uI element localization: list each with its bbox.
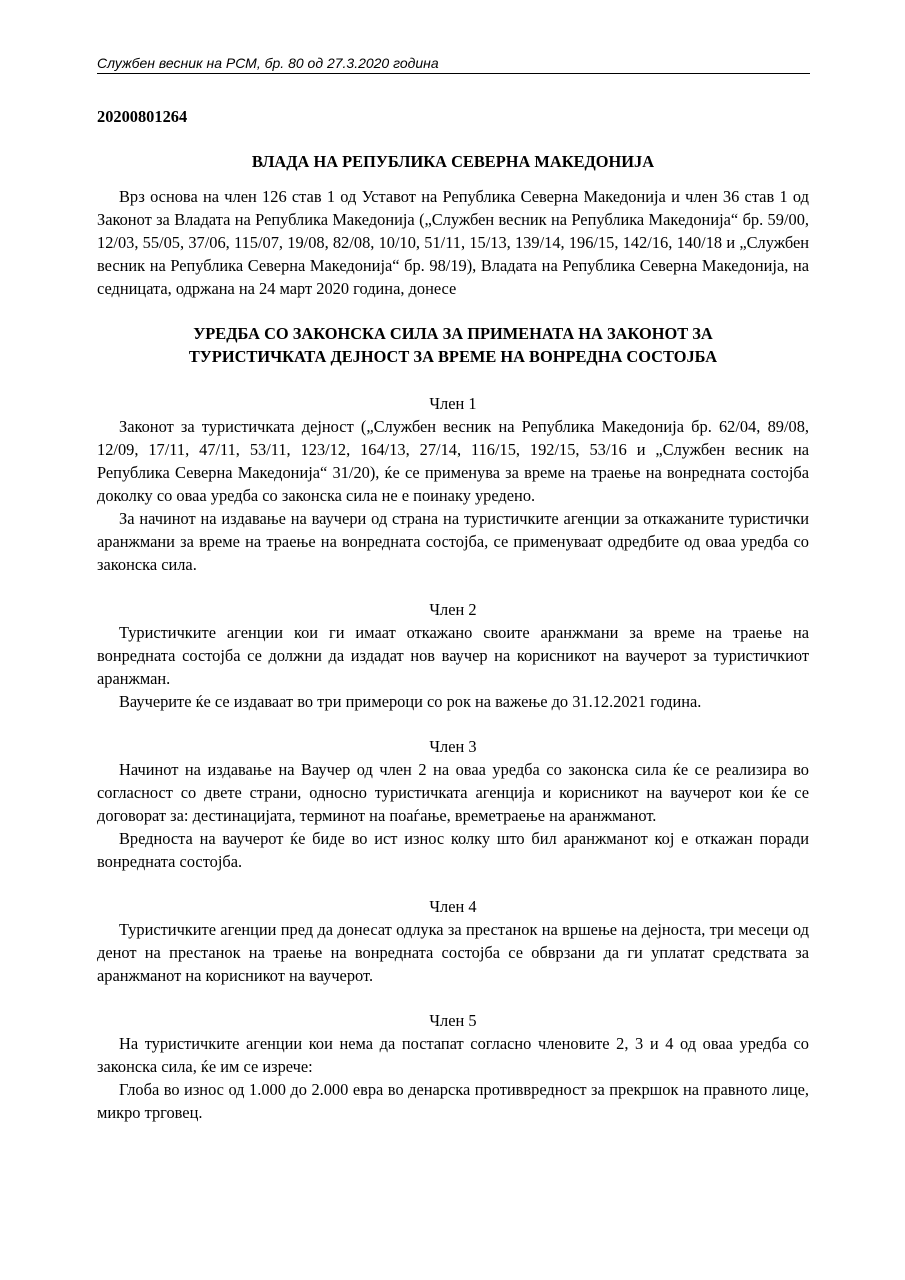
article-heading: Член 2 — [429, 600, 477, 619]
article-heading: Член 4 — [429, 897, 477, 916]
article-paragraph: Законот за туристичката дејност („Службен весник на Република Македонија бр. 62/04, 89/08, 12/09, 17/11, 47/11, 53/11, 123/12, 164/13, 27/14, 116/15, 192/15, 53/16 и „Службен весник на Република Северна Македонија“ 31/20), ќе се применува за време на траење на вонредната состојба доколку со оваа уредба со законска сила не е поинаку уредено. — [97, 417, 809, 505]
article-paragraph: Глоба во износ од 1.000 до 2.000 евра во денарска противвредност за прекршок на правното лице, микро трговец. — [97, 1080, 809, 1122]
article-paragraph: Туристичките агенции кои ги имаат откажано своите аранжмани за време на траење на вонредната состојба се должни да издадат нов ваучер на корисникот на ваучерот за туристичкиот аранжман. — [97, 623, 809, 688]
article-paragraph: Ваучерите ќе се издаваат во три примероци со рок на важење до 31.12.2021 година. — [119, 692, 702, 711]
decree-title: УРЕДБА СО ЗАКОНСКА СИЛА ЗА ПРИМЕНАТА НА ЗАКОНОТ ЗА ТУРИСТИЧКАТА ДЕЈНОСТ ЗА ВРЕМЕ НА ВОНРЕДНА СОСТОЈБА — [188, 324, 718, 366]
document-body — [97, 105, 809, 1124]
article-paragraph: На туристичките агенции кои нема да постапат согласно членовите 2, 3 и 4 од оваа уредба со законска сила, ќе им се изрече: — [97, 1034, 809, 1076]
running-header: Службен весник на РСМ, бр. 80 од 27.3.2020 година — [97, 54, 810, 74]
article-1 — [97, 392, 809, 576]
article-heading: Член 1 — [429, 394, 477, 413]
article-5 — [97, 1009, 809, 1124]
article-heading: Член 5 — [429, 1011, 477, 1030]
article-paragraph: За начинот на издавање на ваучери од страна на туристичките агенции за откажаните туристички аранжмани за време на траење на вонредната состојба, се применуваат одредбите од оваа уредба со законска сила. — [97, 509, 809, 574]
preamble-paragraph: Врз основа на член 126 став 1 од Уставот на Република Северна Македонија и член 36 став 1 од Законот за Владата на Република Македонија („Службен весник на Република Македонија“ бр. 59/00, 12/03, 55/05, 37/06, 115/07, 19/08, 82/08, 10/10, 51/11, 15/13, 139/14, 196/15, 142/16, 140/18 и „Службен весник на Република Северна Македонија“ бр. 98/19), Владата на Република Северна Македонија, на седницата, одржана на 24 март 2020 година, донесе — [97, 187, 809, 298]
article-heading: Член 3 — [429, 737, 477, 756]
article-paragraph: Вредноста на ваучерот ќе биде во ист износ колку што бил аранжманот кој е откажан поради вонредната состојба. — [97, 829, 809, 871]
document-number: 20200801264 — [97, 107, 188, 126]
issuer-heading: ВЛАДА НА РЕПУБЛИКА СЕВЕРНА МАКЕДОНИЈА — [251, 152, 655, 171]
article-2 — [97, 598, 809, 713]
article-4 — [97, 895, 809, 987]
article-paragraph: Начинот на издавање на Ваучер од член 2 на оваа уредба со законска сила ќе се реализира во согласност со двете страни, односно туристичката агенција и корисникот на ваучерот кои ќе се договорат за: дестинацијата, терминот на поаѓање, времетраење на аранжманот. — [97, 760, 809, 825]
article-3 — [97, 735, 809, 873]
article-paragraph: Туристичките агенции пред да донесат одлука за престанок на вршење на дејноста, три месеци од денот на престанок на траење на вонредната состојба се обврзани да ги уплатат средствата за аранжманот на корисникот на ваучерот. — [97, 920, 809, 985]
